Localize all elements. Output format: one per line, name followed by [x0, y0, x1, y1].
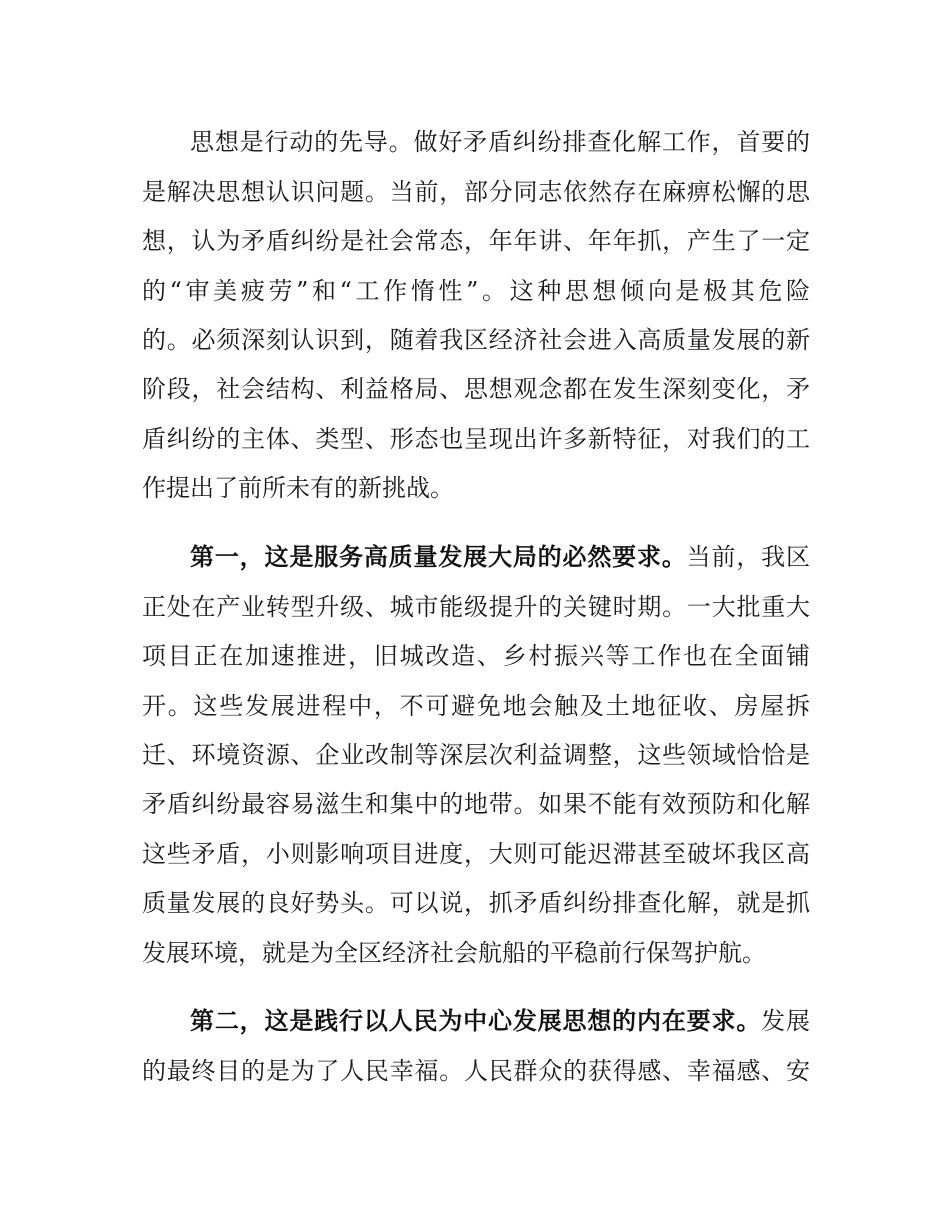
paragraph-1-line-6: 阶段，社会结构、利益格局、思想观念都在发生深刻变化，矛 [142, 375, 810, 403]
paragraph-2-lead: 第一，这是服务高质量发展大局的必然要求。 [190, 543, 687, 571]
paragraph-2-line-1 [190, 537, 810, 577]
paragraph-1-line-1: 思想是行动的先导。做好矛盾纠纷排查化解工作，首要的 [190, 128, 810, 156]
paragraph-2-line-5: 迁、环境资源、企业改制等深层次利益调整，这些领域恰恰是 [142, 741, 810, 769]
paragraph-2-line-4: 开。这些发展进程中，不可避免地会触及土地征收、房屋拆 [142, 692, 810, 720]
paragraph-2-line-6: 矛盾纠纷最容易滋生和集中的地带。如果不能有效预防和化解 [142, 790, 810, 818]
paragraph-1-line-3: 想，认为矛盾纠纷是社会常态，年年讲、年年抓，产生了一定 [142, 227, 810, 255]
paragraph-2-line-7: 这些矛盾，小则影响项目进度，大则可能迟滞甚至破坏我区高 [142, 840, 810, 868]
paragraph-1-line-2: 是解决思想认识问题。当前，部分同志依然存在麻痹松懈的思 [142, 178, 810, 206]
paragraph-1-line-5: 的。必须深刻认识到，随着我区经济社会进入高质量发展的新 [142, 326, 810, 354]
paragraph-3-line-1 [190, 1001, 810, 1041]
paragraph-3-lead: 第二，这是践行以人民为中心发展思想的内在要求。 [190, 1007, 762, 1035]
paragraph-1-line-4: 的“审美疲劳”和“工作惰性”。这种思想倾向是极其危险 [142, 277, 810, 305]
paragraph-3-line-1-rest: 发展 [761, 1007, 810, 1035]
paragraph-2-line-9: 发展环境，就是为全区经济社会航船的平稳前行保驾护航。 [142, 939, 766, 967]
paragraph-2-line-3: 项目正在加速推进，旧城改造、乡村振兴等工作也在全面铺 [142, 642, 810, 670]
paragraph-1-line-7: 盾纠纷的主体、类型、形态也呈现出许多新特征，对我们的工 [142, 425, 810, 453]
paragraph-2-line-8: 质量发展的良好势头。可以说，抓矛盾纠纷排查化解，就是抓 [142, 889, 810, 917]
paragraph-3-line-2: 的最终目的是为了人民幸福。人民群众的获得感、幸福感、安 [142, 1057, 810, 1085]
paragraph-2-line-2: 正处在产业转型升级、城市能级提升的关键时期。一大批重大 [142, 593, 810, 621]
paragraph-2-line-1-rest: 当前，我区 [686, 543, 810, 571]
paragraph-1-line-8: 作提出了前所未有的新挑战。 [142, 474, 454, 502]
